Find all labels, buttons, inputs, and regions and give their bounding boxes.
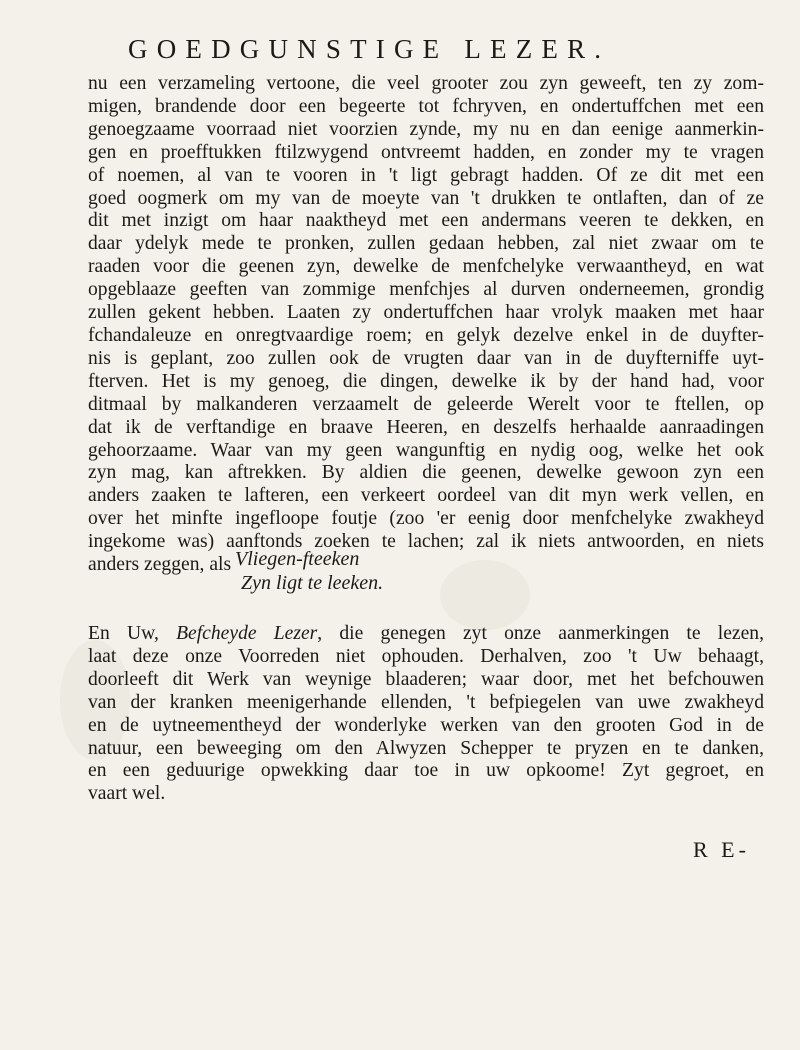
verse-line-1: Vliegen-fteeken [235,548,360,570]
paragraph-2-line [88,623,764,646]
paragraph-1-line: nu een verzameling vertoone, die veel grooter zou zyn geweeft, ten zy zom- [88,73,764,94]
paragraph-1-line: of noemen, al van te vooren in 't ligt gebragt hadden. Of ze dit met een [88,164,764,186]
paragraph-1-line: dat ik de verftandige en braave Heeren, en deszelfs herhaalde aanraadingen [88,416,764,438]
paragraph-2-line: vaart wel. [88,783,166,805]
paragraph-1-line: fchandaleuze en onregtvaardige roem; en gelyk dezelve enkel in de duyfter- [88,324,764,346]
paragraph-1-line: dit met inzigt om haar naaktheyd met een andermans veeren te dekken, en [88,210,764,232]
paragraph-2-line: van der kranken meenigerhande ellenden, 't befpiegelen van uwe zwakheyd [88,691,764,713]
paragraph-2-line: doorleeft dit Werk van weynige blaaderen; waar door, met het befchouwen [88,668,764,690]
paragraph-1-line: anders zaaken te lafteren, een verkeert oordeel van dit myn werk vellen, en [88,485,764,507]
paragraph-1-line: zullen gekent hebben. Laaten zy ondertuffchen haar vrolyk maaken met haar [88,302,764,324]
verse-line-2: Zyn ligt te leeken. [241,572,384,594]
paragraph-1-line: goed oogmerk om my van de moeyte van 't drukken te ontlaften, dan of ze [88,187,764,209]
paragraph-2 [88,623,764,806]
paragraph-2-line: en een geduurige opwekking daar toe in uw opkoome! Zyt gegroet, en [88,760,764,782]
paragraph-1-line: fterven. Het is my genoeg, die dingen, dewelke ik by der hand had, voor [88,370,764,392]
paragraph-1-line: raaden voor die geenen zyn, dewelke de menfchelyke verwaantheyd, en wat [88,256,764,278]
paragraph-1-line: ingekome was) aanftonds zoeken te lachen; zal ik niets antwoorden, en niets [88,531,764,553]
verse-couplet [235,547,383,595]
paragraph-1-line: gen en proefftukken ftilzwygend ontvreemt hadden, en zonder my te vragen [88,141,764,163]
paragraph-2-line: en de uytneementheyd der wonderlyke werken van den grooten God in de [88,714,764,736]
reader-address: Befcheyde Lezer [176,623,318,644]
paragraph-1-line: daar ydelyk mede te pronken, zullen gedaan hebben, zal niet zwaar om te [88,233,764,255]
paragraph-1-line: nis is geplant, zoo zullen ook de vrugten daar van in de duyfterniffe uyt- [88,347,764,369]
paragraph-2-line: natuur, een beweeging om den Alwyzen Schepper te pryzen en te danken, [88,737,764,759]
paragraph-2-opening: En Uw, [88,623,177,644]
paragraph-1-line: anders zeggen, als [88,554,232,576]
running-head: GOEDGUNSTIGE LEZER. [128,34,611,64]
paragraph-1-line: genoegzaame voorraad niet voorzien zynde, my nu en dan eenige aanmerkin- [88,118,764,140]
paragraph-1-line: migen, brandende door een begeerte tot fchryven, en ondertuffchen met een [88,95,764,117]
catchword: R E- [693,837,750,862]
paragraph-1 [88,73,764,577]
paragraph-1-line: opgeblaaze geeften van zommige menfchjes al durven onderneemen, grondig [88,279,764,301]
paragraph-1-line: over het minfte ingefloope foutje (zoo 'er eenig door menfchelyke zwakheyd [88,508,764,530]
paragraph-1-line: ditmaal by malkanderen verzaamelt de geleerde Werelt voor te ftellen, op [88,393,764,415]
paragraph-2-line: laat deze onze Voorreden niet ophouden. Derhalven, zoo 't Uw behaagt, [88,645,764,667]
paragraph-1-line: zyn mag, kan aftrekken. By aldien die geenen, dewelke gewoon zyn een [88,462,764,484]
paragraph-1-line: gehoorzaame. Waar van my geen wangunftig en nydig oog, welke het ook [88,439,764,461]
paragraph-2-line-1-rest: , die genegen zyt onze aanmerkingen te lezen, [317,623,764,644]
